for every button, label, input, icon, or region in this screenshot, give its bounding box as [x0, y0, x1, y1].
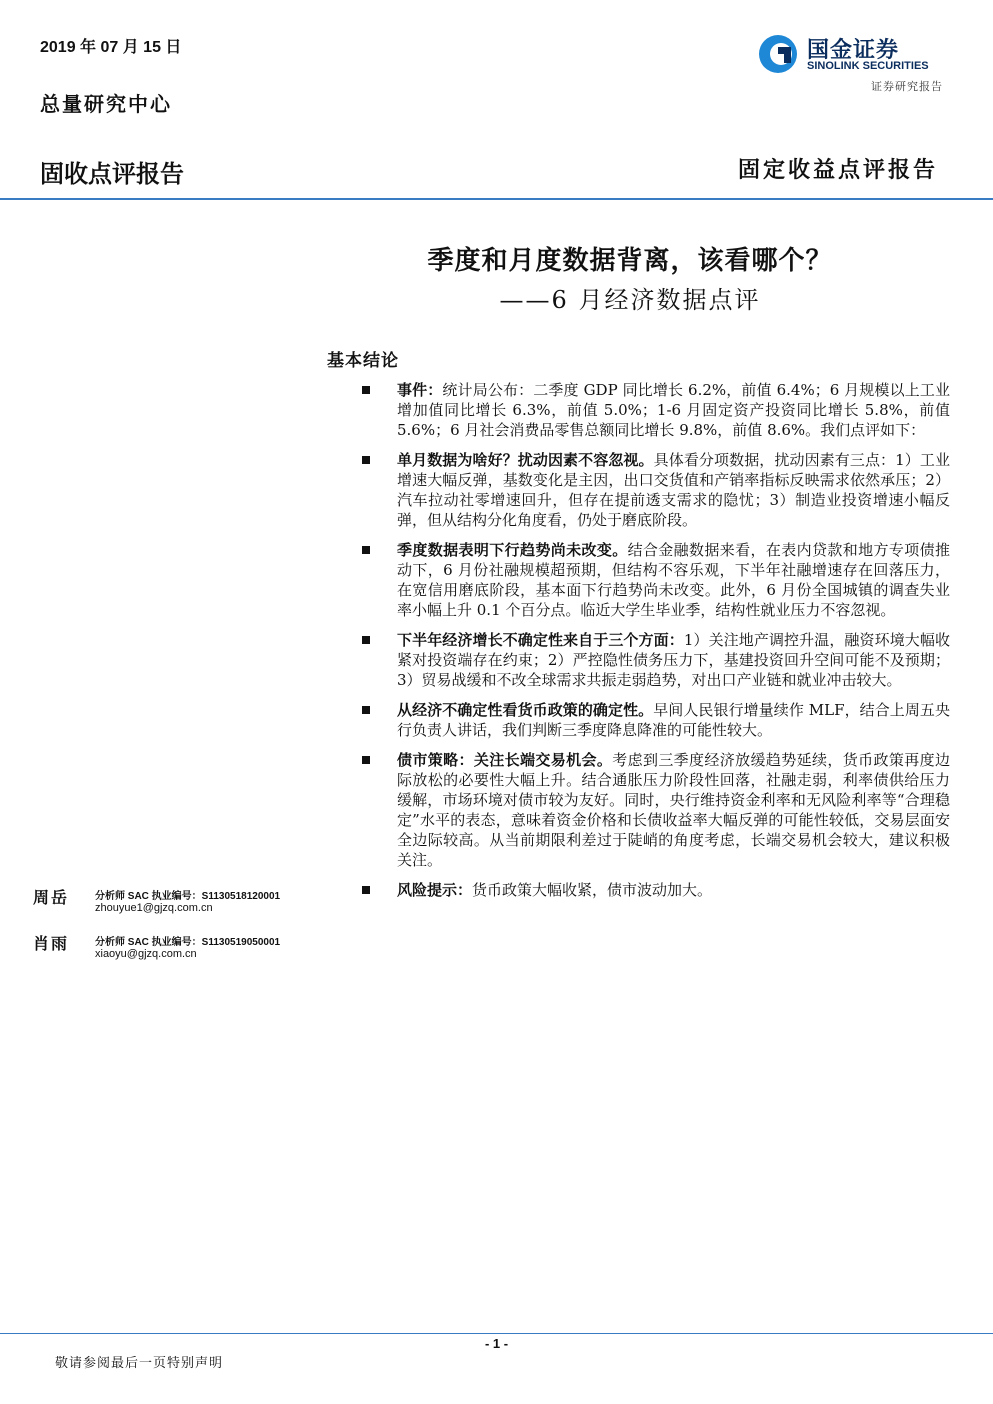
conclusion-text: 考虑到三季度经济放缓趋势延续，货币政策再度边际放松的必要性大幅上升。结合通胀压力阶段性回落，社融走弱，利率债供给压力缓解，市场环境对债市较为友好。同时，央行维持资金利率和无风险利率等“合理稳定”水平的表态，意味着资金价格和长债收益率大幅反弹的可能性较低，交易层面安全边际较高。从当前期限利差过于陡峭的角度考虑，长端交易机会较大，建议积极关注。	[397, 751, 950, 869]
analyst-block	[33, 885, 313, 925]
conclusion-list	[360, 380, 950, 910]
logo-english-name: SINOLINK SECURITIES	[807, 60, 929, 72]
analyst-name: 周岳	[33, 888, 70, 907]
square-bullet-icon	[362, 706, 370, 714]
conclusion-item	[360, 540, 950, 620]
report-category-label: 固定收益点评报告	[737, 157, 938, 183]
conclusion-text: 具体看分项数据，扰动因素有三点：1）工业增速大幅反弹，基数变化是主因，出口交货值和产销率指标反映需求依然承压；2）汽车拉动社零增速回升，但存在提前透支需求的隐忧；3）制造业投资增速小幅反弹，但从结构分化角度看，仍处于磨底阶段。	[397, 451, 950, 529]
research-center-name: 总量研究中心	[40, 92, 172, 116]
square-bullet-icon	[362, 456, 370, 464]
conclusion-lead: 事件：	[397, 381, 443, 399]
conclusion-item	[360, 630, 950, 690]
conclusion-lead: 风险提示：	[397, 881, 473, 899]
conclusion-text: 1）关注地产调控升温，融资环境大幅收紧对投资端存在约束；2）严控隐性债务压力下，基建投资回升空间可能不及预期；3）贸易战缓和不改全球需求共振走弱趋势，对出口产业链和就业冲击较大。	[397, 631, 950, 689]
conclusion-item	[360, 750, 950, 870]
square-bullet-icon	[362, 756, 370, 764]
logo-subtitle: 证券研究报告	[871, 80, 943, 93]
conclusion-lead: 单月数据为啥好？扰动因素不容忽视。	[397, 451, 654, 469]
conclusion-text: 早间人民银行增量续作 MLF，结合上周五央行负责人讲话，我们判断三季度降息降准的可能性较大。	[397, 701, 950, 739]
conclusion-lead: 季度数据表明下行趋势尚未改变。	[397, 541, 628, 559]
square-bullet-icon	[362, 386, 370, 394]
analyst-email: zhouyue1@gjzq.com.cn	[95, 902, 213, 914]
square-bullet-icon	[362, 886, 370, 894]
report-date: 2019 年 07 月 15 日	[40, 39, 182, 56]
conclusion-item	[360, 700, 950, 740]
conclusion-item	[360, 380, 950, 440]
conclusion-lead: 下半年经济增长不确定性来自于三个方面：	[397, 631, 684, 649]
analyst-name: 肖雨	[33, 934, 70, 953]
conclusion-item	[360, 450, 950, 530]
analyst-certificate: 分析师 SAC 执业编号：S1130519050001	[95, 937, 281, 948]
header-divider	[0, 198, 993, 200]
analyst-certificate: 分析师 SAC 执业编号：S1130518120001	[95, 891, 281, 902]
conclusion-text: 统计局公布：二季度 GDP 同比增长 6.2%，前值 6.4%；6 月规模以上工业增加值同比增长 6.3%，前值 5.0%；1-6 月固定资产投资同比增长 5.8%，前值 5.6%；6 月社会消费品零售总额同比增长 9.8%，前值 8.6%。我们点评如下：	[397, 381, 950, 439]
conclusion-item	[360, 880, 950, 900]
sinolink-logo-icon	[757, 33, 799, 75]
conclusion-lead: 债市策略：关注长端交易机会。	[397, 751, 613, 769]
report-title: 季度和月度数据背离，该看哪个？	[427, 246, 833, 276]
conclusion-text: 货币政策大幅收紧，债市波动加大。	[472, 881, 713, 899]
disclaimer-note: 敬请参阅最后一页特别声明	[55, 1356, 224, 1371]
conclusion-text: 结合金融数据来看，在表内贷款和地方专项债推动下，6 月份社融规模超预期，但结构不容乐观，下半年社融增速存在回落压力，在宽信用磨底阶段，基本面下行趋势尚未改变。此外，6 月份全国城镇的调查失业率小幅上升 0.1 个百分点。临近大学生毕业季，结构性就业压力不容忽视。	[397, 541, 950, 619]
square-bullet-icon	[362, 636, 370, 644]
analyst-block	[33, 931, 313, 971]
page-number: - 1 -	[484, 1336, 509, 1351]
report-subtitle: ——6 月经济数据点评	[499, 286, 761, 314]
company-logo	[757, 33, 947, 77]
square-bullet-icon	[362, 546, 370, 554]
report-type-label: 固收点评报告	[40, 161, 184, 188]
logo-chinese-name: 国金证券	[807, 37, 900, 62]
conclusion-lead: 从经济不确定性看货币政策的确定性。	[397, 701, 654, 719]
analyst-email: xiaoyu@gjzq.com.cn	[95, 948, 197, 960]
footer-divider	[0, 1333, 993, 1334]
section-heading: 基本结论	[327, 351, 399, 371]
